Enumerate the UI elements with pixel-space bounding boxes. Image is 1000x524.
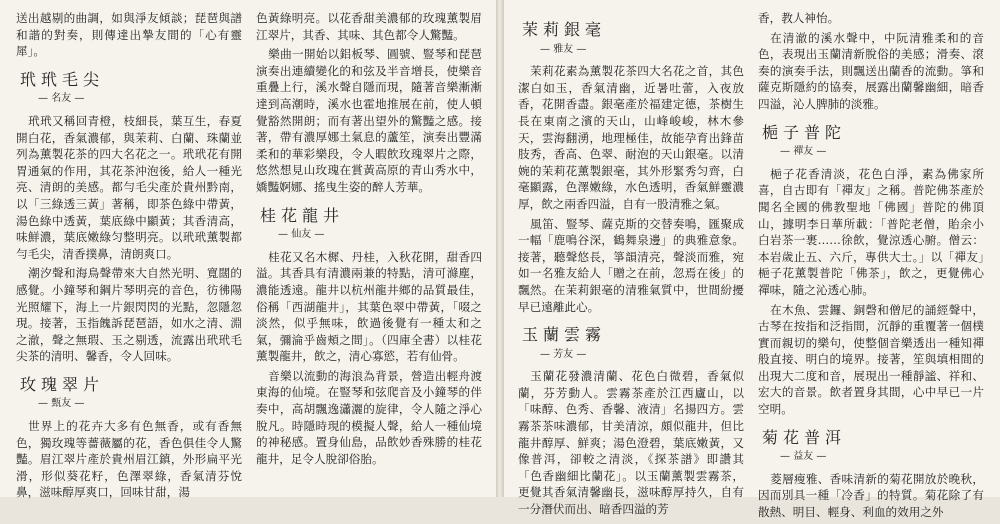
right-page-column-1 bbox=[518, 10, 744, 521]
section-title: 菊花普洱 bbox=[762, 427, 847, 447]
section-subtitle: — 甄友 — bbox=[38, 396, 242, 413]
section-title: 玫瑰翠片 bbox=[20, 374, 105, 394]
paragraph: 菱層瘦雅、香味清新的菊花開放於晚秋，因而別具一種「冷香」的特質。菊花除了有散熱、明目、輕身、利血的效用之外 bbox=[758, 471, 984, 520]
paragraph: 香，教人神怡。 bbox=[758, 11, 840, 25]
section-subtitle: — 仙友 — bbox=[278, 227, 482, 244]
paragraph: 桂花又名木樨、丹桂，入秋花開，甜香四溢。其香具有清濃兩兼的特點，清可滌塵，濃能透遠。龍井以杭州龍井鄉的品質最佳，俗稱「西湖龍井」，其葉色翠中帶黃，「啜之淡然，似乎無味，飲過後覺有一種太和之氣，彌淪乎齒頰之間」。（四庫全書）以桂花薰製龍井，飲之，清心寡慾，若有仙骨。 bbox=[256, 249, 482, 364]
paragraph: 在清澈的溪水聲中，中阮清雅柔和的音色，表現出玉蘭清新脫俗的美感；滑奏、滾奏的演奏手法，則飄送出蘭香的流動。箏和薩克斯隱約的協奏，展露出蘭馨幽細，暗香四溢，沁人脾肺的淡雅。 bbox=[758, 30, 984, 111]
section-title: 玳玳毛尖 bbox=[20, 69, 105, 89]
paragraph: 玳玳又稱回青橙，枝細長，葉互生，春夏開白花，香氣濃郁，與茉莉、白蘭、珠蘭並列為薰製花茶的四大名花之一。玳玳花有開胃通氣的作用，其花茶沖泡後，給人一種光亮、清朗的美感。都勻毛尖產於貴州黔南，以「三綠透三黃」著稱，即茶色綠中帶黃，湯色綠中透黃，葉底綠中顯黃；其香清高，味鮮濃，葉底嫩綠匀整明亮。以玳玳薰製都勻毛尖，清香撲鼻，清朗爽口。 bbox=[16, 113, 242, 261]
paragraph: 茉莉花素為薰製花茶四大名花之首，其色潔白如玉，香氣清幽，近暑吐蕾，入夜放香，花開香盡。銀毫產於福建定德，茶樹生長在東南之濱的天山，山峰峻峻，林木參天，雲海翻湧，地理極佳，故能孕育出鋒苗肢秀，香高、色翠、耐泡的天山銀毫。以清婉的茉莉花薰製銀毫，其外形緊秀匀齊，白毫顯露，色澤嫩綠，水色透明，香氣鮮靈濃厚，飲之兩香四溢，自有一股清雅之氣。 bbox=[518, 64, 744, 211]
paragraph: 梔子花香清淡，花色白淨，素為佛家所喜，自古即有「禪友」之稱。普陀佛茶產於聞名全國的佛教聖地「佛國」普陀的佛頂山，據明李日華所載：「普陀老僧，貽余小白岩茶一裹……徐飲，覺涼透心腑。僧云：本岩歲止五、六斤，專供大士。」以「禪友」梔子花薰製普陀「佛茶」，飲之，更覺佛心禪味，隨之沁透心肺。 bbox=[758, 166, 984, 297]
paragraph: 玉蘭花發濃清蘭、花色白微碧，香氣似蘭，芬芳動人。雲霧茶產於江西廬山，以「味醇、色秀、香馨、液清」名揚四方。雲霧茶茶味濃郁，甘美清涼，頗似龍井，但比龍井醇厚、鮮爽；湯色澄碧，葉底嫩黃，又像普洱，卻較之清淡，《探茶譜》即讚其「色香幽細比蘭花」。以玉蘭薰製雲霧茶，更覺其香氣清馨幽長，滋味醇厚持久，自有一分潛伏而出、暗香四溢的芳 bbox=[518, 369, 744, 517]
paragraph: 世界上的花卉大多有色無香，或有香無色，獨玫瑰等薔薇屬的花，香色俱佳令人驚豔。眉江翠片產於貴州眉江鎮，外形扁平光滑，形似葵花籽，色澤翠綠，香氣清芬悅鼻，滋味醇厚爽口，回味甘甜，湯 bbox=[16, 419, 242, 500]
paragraph: 潮汐聲和海鳥聲帶來大自然光明、寬闊的感覺。小鐘琴和鋼片琴明亮的音色，彷彿陽光照耀下，海上一片銀閃閃的光點，忽隱忽現。接著，玉指餽訴琵琶語，如水之清、淵之澈，聲之無瑕、玉之剔透，流露出玳玳毛尖茶的清明、馨香，令人回味。 bbox=[16, 266, 242, 364]
section-title: 桂花龍井 bbox=[260, 205, 345, 225]
left-page bbox=[0, 0, 496, 500]
section-subtitle: — 雅友 — bbox=[540, 42, 744, 59]
page-gutter bbox=[496, 0, 504, 497]
paragraph: 送出越剔的曲調，如與淨友傾談；琵琶與譜和諧的對奏，則傳達出摯友間的「心有靈犀」。 bbox=[16, 11, 242, 59]
paragraph: 色黃綠明亮。以花香甜美濃郁的玫瑰薰製眉江翠片，其香、其味、其色都令人驚豔。 bbox=[256, 11, 482, 42]
paragraph: 音樂以流動的海浪為背景，營造出輕舟渡東海的仙境。在豎琴和弦爬音及小鐘琴的伴奏中，高胡飄逸瀟灑的旋律，令人隨之淨心脫凡。時隱時現的模擬人聲，給人一種仙境的神秘感。置身仙島，品飲妙香殊勝的桂花龍井，足令人脫卻俗胎。 bbox=[256, 368, 482, 466]
right-page-column-2 bbox=[758, 10, 984, 524]
right-page bbox=[504, 0, 1000, 520]
paragraph: 樂曲一開始以鋁板琴、圓號、豎琴和琵琶演奏出連續變化的和弦及半音增長，使樂音重疊上行，溪水聲自隱而現，隨著音樂漸漸達到高潮時，溪水也霍地推展在前，使人頓覺豁然開朗；而有著出望外的驚豔之感。接著，帶有濃厚娜土氣息的蘆笙，演奏出豐滿柔和的華彩樂段，令人暇飲玫瑰翠片之際，悠然想見山玫瑰在賞黃高原的青山秀水中，嬌豔婀娜、搖曳生姿的醉人芳華。 bbox=[256, 47, 482, 194]
section-subtitle: — 芳友 — bbox=[540, 347, 744, 364]
paragraph: 風笛、豎琴、薩克斯的交替奏鳴，匯聚成一幅「鹿鳴谷深，鶴舞泉邊」的典雅意象。接著，聽聲悠長，箏韻清亮，聲淡而雅，宛如一名雅友給人「贈之在前，忽焉在後」的飄然。在茉莉銀毫的清雅氣質中，世間紛擾早已遠離此心。 bbox=[518, 216, 744, 314]
left-page-column-1 bbox=[16, 10, 242, 504]
section-subtitle: — 益友 — bbox=[780, 449, 984, 466]
paragraph: 在木魚、雲鑼、銅磬和僧尼的誦經聲中，古琴在按指和泛指間，沉靜的重覆著一個樸實而親切的樂句，使整個音樂透出一種知禪般直接、明白的境界。接著，笙與填相間的出現大二度和音，展現出一種靜謐、祥和、宏大的音景。飲者置身其間，心中早已一片空明。 bbox=[758, 302, 984, 417]
section-subtitle: — 名友 — bbox=[38, 91, 242, 108]
left-page-column-2 bbox=[256, 10, 482, 470]
section-subtitle: — 禪友 — bbox=[780, 144, 984, 161]
section-title: 梔子普陀 bbox=[762, 122, 847, 142]
section-title: 玉蘭雲霧 bbox=[522, 325, 607, 345]
section-title: 茉莉銀毫 bbox=[522, 20, 607, 39]
